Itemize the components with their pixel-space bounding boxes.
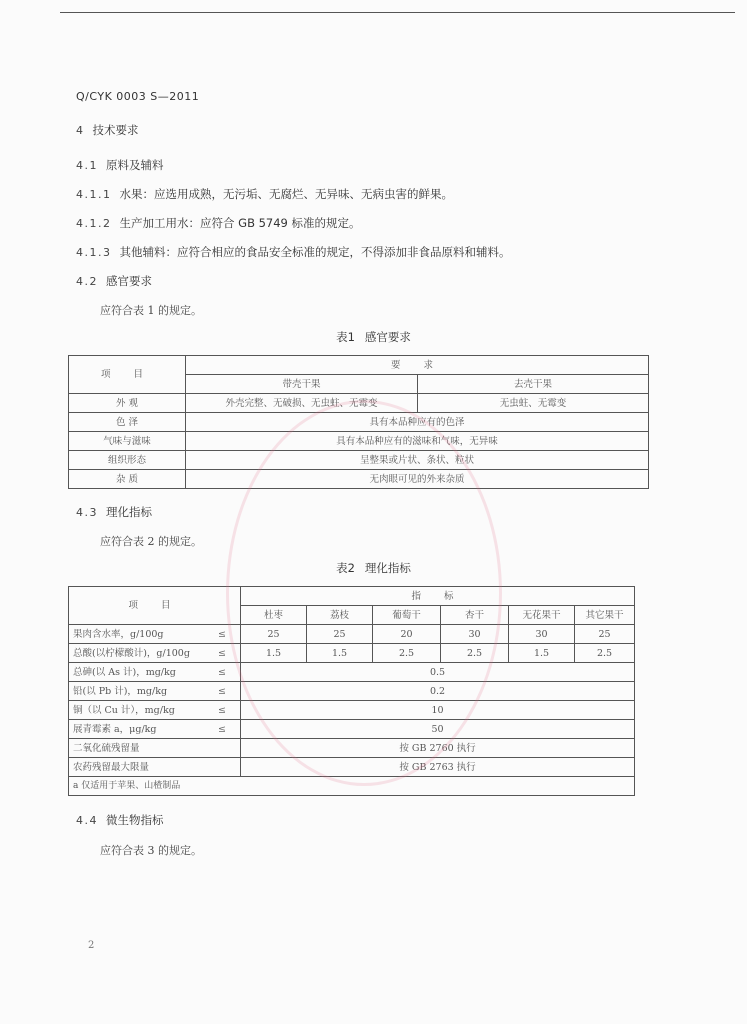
section-4-heading (76, 122, 139, 138)
row-item: 二氧化硫残留量 (69, 739, 241, 758)
table-1-caption (0, 329, 747, 345)
row-cell: 30 (441, 625, 509, 644)
table-row (69, 682, 635, 701)
section-number: 4.3 (76, 506, 98, 519)
row-cell: 按 GB 2763 执行 (241, 758, 635, 777)
clause-text: 生产加工用水：应符合 GB 5749 标准的规定。 (119, 216, 361, 230)
table-row (69, 720, 635, 739)
table-footnote-row (69, 777, 635, 796)
row-cell: 2.5 (441, 644, 509, 663)
table-number: 表1 (336, 330, 355, 344)
row-cell: 具有本品种应有的滋味和气味，无异味 (186, 432, 649, 451)
row-cell: 具有本品种应有的色泽 (186, 413, 649, 432)
table-row (69, 701, 635, 720)
le-symbol: ≤ (218, 628, 226, 640)
table-2-caption (0, 560, 747, 576)
table-subheader: 葡萄干 (373, 606, 441, 625)
clause-number: 4.1.2 (76, 217, 112, 230)
table-header-requirement: 要 求 (186, 356, 649, 375)
section-number: 4.4 (76, 814, 98, 827)
item-label: 总酸(以柠檬酸计)，g/100g (73, 647, 190, 659)
section-number: 4.2 (76, 275, 98, 288)
section-title: 理化指标 (106, 505, 152, 519)
physicochemical-index-table (68, 586, 635, 796)
row-cell: 0.2 (241, 682, 635, 701)
section-4-4-body: 应符合表 3 的规定。 (100, 844, 202, 857)
item-label: 铜（以 Cu 计），mg/kg (73, 704, 175, 716)
row-cell: 1.5 (241, 644, 307, 663)
row-item: 气味与滋味 (69, 432, 186, 451)
section-title: 感官要求 (106, 274, 152, 288)
table-subheader: 去壳干果 (418, 375, 649, 394)
le-symbol: ≤ (218, 666, 226, 678)
row-item: 组织形态 (69, 451, 186, 470)
table-subheader: 杏干 (441, 606, 509, 625)
section-4-4-heading (76, 812, 164, 828)
table-subheader: 荔枝 (307, 606, 373, 625)
table-row (69, 625, 635, 644)
le-symbol: ≤ (218, 685, 226, 697)
table-row (69, 451, 649, 470)
row-cell: 20 (373, 625, 441, 644)
row-cell: 10 (241, 701, 635, 720)
row-cell: 呈整果或片状、条状、粒状 (186, 451, 649, 470)
section-number: 4.1 (76, 159, 98, 172)
item-label: 果肉含水率，g/100g (73, 628, 164, 640)
row-item: 杂 质 (69, 470, 186, 489)
row-cell: 25 (241, 625, 307, 644)
table-subheader: 其它果干 (575, 606, 635, 625)
row-cell: 按 GB 2760 执行 (241, 739, 635, 758)
sensory-requirements-table (68, 355, 649, 489)
row-cell: 无肉眼可见的外来杂质 (186, 470, 649, 489)
table-row (69, 644, 635, 663)
section-4-1-heading (76, 157, 164, 173)
row-item (69, 701, 241, 720)
top-rule (60, 12, 735, 13)
table-row (69, 432, 649, 451)
table-number: 表2 (336, 561, 355, 575)
section-4-2-heading (76, 273, 152, 289)
item-label: 展青霉素 a，μg/kg (73, 723, 157, 735)
section-4-3-heading (76, 504, 152, 520)
row-cell: 25 (575, 625, 635, 644)
table-row (69, 663, 635, 682)
row-cell: 25 (307, 625, 373, 644)
clause-4-1-3 (76, 244, 511, 260)
table-subheader: 无花果干 (509, 606, 575, 625)
row-item (69, 625, 241, 644)
table-row (69, 413, 649, 432)
row-cell: 2.5 (575, 644, 635, 663)
clause-number: 4.1.3 (76, 246, 112, 259)
section-4-3-body: 应符合表 2 的规定。 (100, 535, 202, 548)
item-label: 总砷(以 As 计)，mg/kg (73, 666, 176, 678)
section-number: 4 (76, 124, 85, 137)
table-title: 感官要求 (364, 330, 411, 344)
table-subheader: 带壳干果 (186, 375, 418, 394)
row-cell: 1.5 (307, 644, 373, 663)
section-title: 技术要求 (92, 123, 139, 137)
row-item: 农药残留最大限量 (69, 758, 241, 777)
table-row (69, 739, 635, 758)
row-cell: 30 (509, 625, 575, 644)
clause-4-1-2 (76, 215, 361, 231)
document-code: Q/CYK 0003 S—2011 (76, 90, 200, 103)
le-symbol: ≤ (218, 704, 226, 716)
row-cell: 1.5 (509, 644, 575, 663)
row-cell: 0.5 (241, 663, 635, 682)
clause-number: 4.1.1 (76, 188, 112, 201)
clause-4-1-1 (76, 186, 453, 202)
table-row (69, 394, 649, 413)
row-item (69, 720, 241, 739)
row-item (69, 644, 241, 663)
table-header-item: 项 目 (69, 587, 241, 625)
row-cell: 2.5 (373, 644, 441, 663)
table-subheader: 杜枣 (241, 606, 307, 625)
table-title: 理化指标 (364, 561, 411, 575)
le-symbol: ≤ (218, 723, 226, 735)
table-footnote: a 仅适用于苹果、山楂制品 (69, 777, 635, 796)
item-label: 铅(以 Pb 计)，mg/kg (73, 685, 168, 697)
table-row (69, 758, 635, 777)
section-4-2-body: 应符合表 1 的规定。 (100, 304, 202, 317)
section-title: 原料及辅料 (106, 158, 164, 172)
table-row (69, 470, 649, 489)
row-cell: 外壳完整、无破损、无虫蛀、无霉变 (186, 394, 418, 413)
row-item (69, 682, 241, 701)
clause-text: 其他辅料：应符合相应的食品安全标准的规定，不得添加非食品原料和辅料。 (119, 245, 511, 259)
row-item: 外 观 (69, 394, 186, 413)
page-number: 2 (88, 940, 95, 951)
row-item: 色 泽 (69, 413, 186, 432)
table-header-index: 指 标 (241, 587, 635, 606)
le-symbol: ≤ (218, 647, 226, 659)
clause-text: 水果：应选用成熟，无污垢、无腐烂、无异味、无病虫害的鲜果。 (119, 187, 453, 201)
row-item (69, 663, 241, 682)
row-cell: 50 (241, 720, 635, 739)
section-title: 微生物指标 (106, 813, 164, 827)
table-header-item: 项 目 (69, 356, 186, 394)
row-cell: 无虫蛀、无霉变 (418, 394, 649, 413)
